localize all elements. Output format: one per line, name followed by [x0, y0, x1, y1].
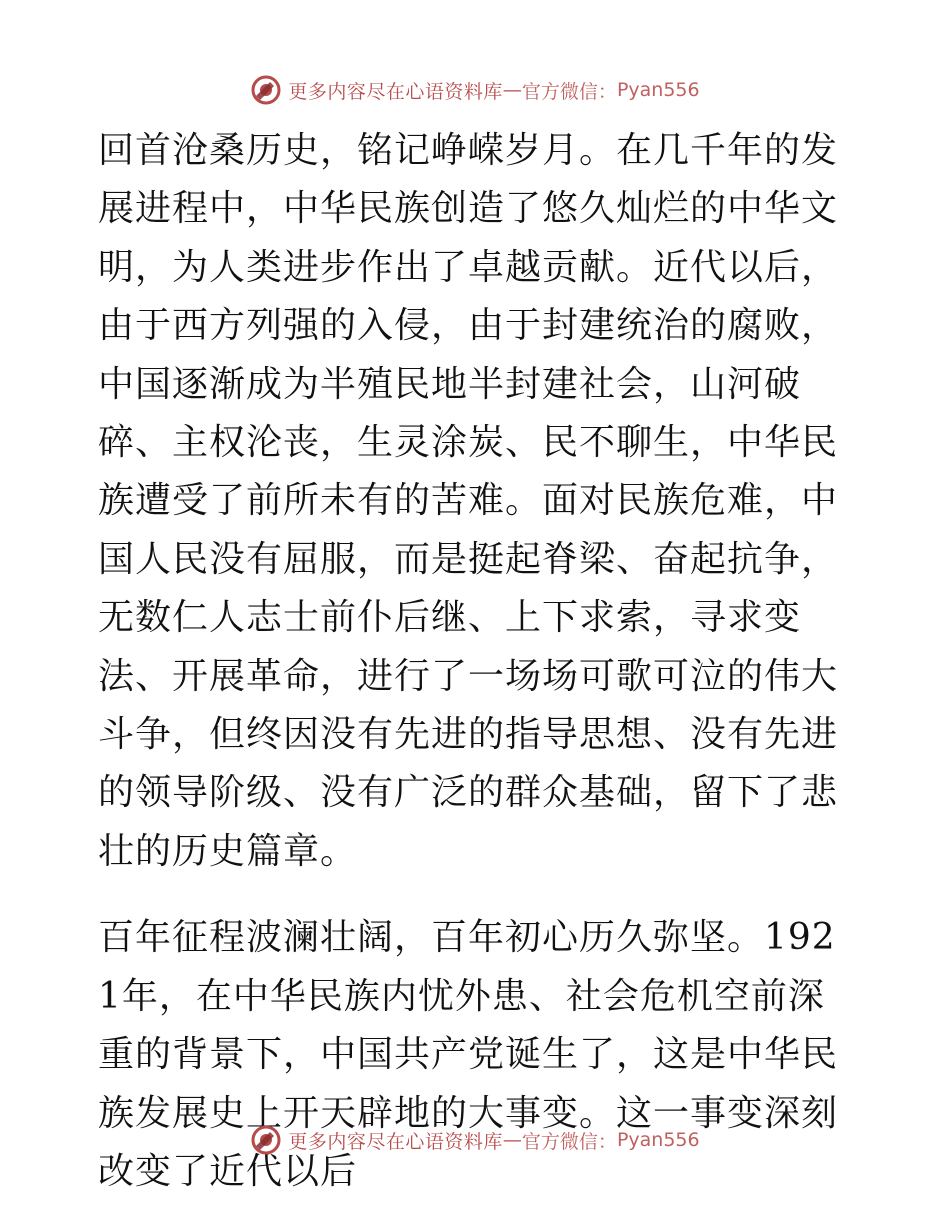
logo-icon [250, 1124, 282, 1156]
paragraph-2: 百年征程波澜壮阔，百年初心历久弥坚。1921年，在中华民族内忧外患、社会危机空前深重的背景下，中国共产党诞生了，这是中华民族发展史上开天辟地的大事变。这一事变深刻改变了近代以后 [98, 917, 839, 1192]
document-body [98, 122, 858, 1201]
header-separator: — [502, 79, 522, 101]
footer-brand-text: 更多内容尽在心语资料库 [288, 1130, 503, 1153]
header-wechat-id: Pyan556 [616, 79, 700, 101]
paragraph-1: 回首沧桑历史，铭记峥嵘岁月。在几千年的发展进程中，中华民族创造了悠久灿烂的中华文明，为人类进步作出了卓越贡献。近代以后，由于西方列强的入侵，由于封建统治的腐败，中国逐渐成为半殖民地半封建社会，山河破碎、主权沦丧，生灵涂炭、民不聊生，中华民族遭受了前所未有的苦难。面对民族危难，中国人民没有屈服，而是挺起脊梁、奋起抗争，无数仁人志士前仆后继、上下求索，寻求变法、开展革命，进行了一场场可歌可泣的伟大斗争，但终因没有先进的指导思想、没有先进的领导阶级、没有广泛的群众基础，留下了悲壮的历史篇章。 [98, 130, 839, 872]
footer-wechat-id: Pyan556 [616, 1129, 700, 1151]
page-header [0, 70, 950, 110]
header-brand-text: 更多内容尽在心语资料库 [288, 80, 503, 103]
footer-separator: — [502, 1129, 522, 1151]
header-wechat-label: 官方微信： [521, 80, 617, 103]
footer-wechat-label: 官方微信： [521, 1130, 617, 1153]
page-footer [0, 1120, 950, 1160]
logo-icon [250, 74, 282, 106]
